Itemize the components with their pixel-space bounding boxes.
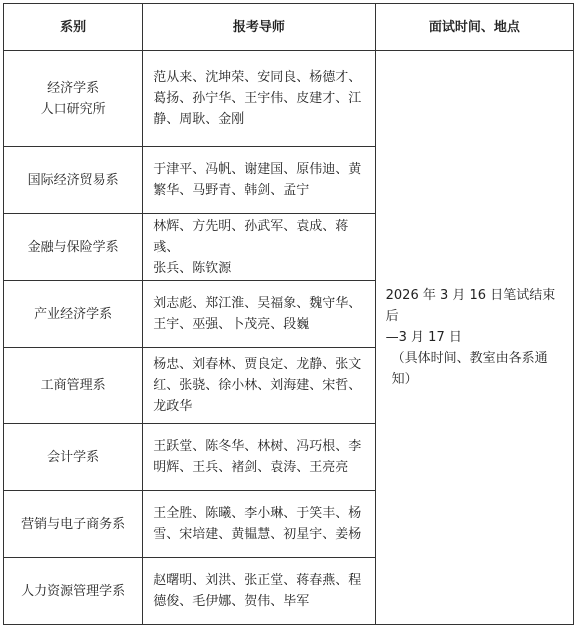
header-advisors: 报考导师	[143, 4, 375, 51]
department-name: 产业经济学系	[34, 306, 113, 322]
advisor-line: 雪、宋培建、黄韫慧、初星宇、姜杨	[153, 527, 362, 542]
advisors-cell	[143, 491, 375, 558]
department-name: 人力资源管理学系	[21, 583, 126, 599]
advisor-line: 于津平、冯帆、谢建国、原伟迪、黄	[153, 162, 362, 177]
advisor-line: 赵曙明、刘洪、张正堂、蒋春燕、程	[153, 573, 362, 588]
header-row	[4, 4, 574, 51]
advisor-line: 张兵、陈钦源	[153, 260, 232, 276]
interview-line3: （具体时间、教室由各系通知）	[391, 351, 548, 387]
department-cell	[4, 558, 143, 625]
advisors-cell	[143, 51, 375, 147]
department-name: 金融与保险学系	[27, 239, 119, 255]
header-department: 系别	[4, 4, 143, 51]
department-cell	[4, 281, 143, 348]
advisor-line: 王全胜、陈曦、李小琳、于笑丰、杨	[153, 506, 362, 521]
advisor-line: 龙政华	[153, 399, 193, 414]
advisor-line: 范从来、沈坤荣、安同良、杨德才、	[153, 70, 362, 85]
advisors-cell	[143, 348, 375, 424]
advisor-line: 王宇、巫强、卜茂亮、段巍	[153, 317, 310, 332]
advisor-line: 刘志彪、郑江淮、吴福象、魏守华、	[153, 296, 362, 311]
advisors-cell	[143, 214, 375, 281]
advisor-line: 德俊、毛伊娜、贺伟、毕军	[153, 594, 310, 609]
department-cell	[4, 424, 143, 491]
advisors-cell	[143, 147, 375, 214]
department-cell	[4, 214, 143, 281]
table-row	[4, 51, 574, 147]
department-cell	[4, 51, 143, 147]
advisor-line: 葛扬、孙宁华、王宇伟、皮建才、江	[153, 91, 362, 106]
department-name: 营销与电子商务系	[21, 516, 126, 532]
interview-line2: —3 月 17 日	[385, 330, 462, 345]
department-cell	[4, 491, 143, 558]
department-cell	[4, 147, 143, 214]
advisor-line: 杨忠、刘春林、贾良定、龙静、张文	[153, 357, 362, 372]
department-name: 会计学系	[47, 449, 100, 465]
interview-table	[3, 3, 574, 625]
advisor-line: 明辉、王兵、褚剑、袁涛、王亮亮	[153, 460, 349, 475]
advisor-line: 繁华、马野青、韩剑、孟宁	[153, 183, 310, 198]
advisor-line: 红、张骁、徐小林、刘海建、宋哲、	[153, 378, 362, 393]
advisors-cell	[143, 281, 375, 348]
advisor-line: 静、周耿、金刚	[153, 112, 245, 127]
department-name: 经济学系	[47, 80, 100, 96]
advisors-cell	[143, 424, 375, 491]
department-name: 工商管理系	[40, 378, 106, 393]
advisors-cell	[143, 558, 375, 625]
interview-time-cell	[375, 51, 573, 625]
advisor-line: 王跃堂、陈冬华、林树、冯巧根、李	[153, 439, 362, 454]
header-interview: 面试时间、地点	[375, 4, 573, 51]
interview-line1: 2026 年 3 月 16 日笔试结束后	[385, 288, 556, 324]
department-name: 人口研究所	[40, 101, 106, 117]
department-cell	[4, 348, 143, 424]
advisor-line: 林辉、方先明、孙武军、袁成、蒋彧、	[153, 218, 349, 255]
department-name: 国际经济贸易系	[27, 172, 119, 188]
